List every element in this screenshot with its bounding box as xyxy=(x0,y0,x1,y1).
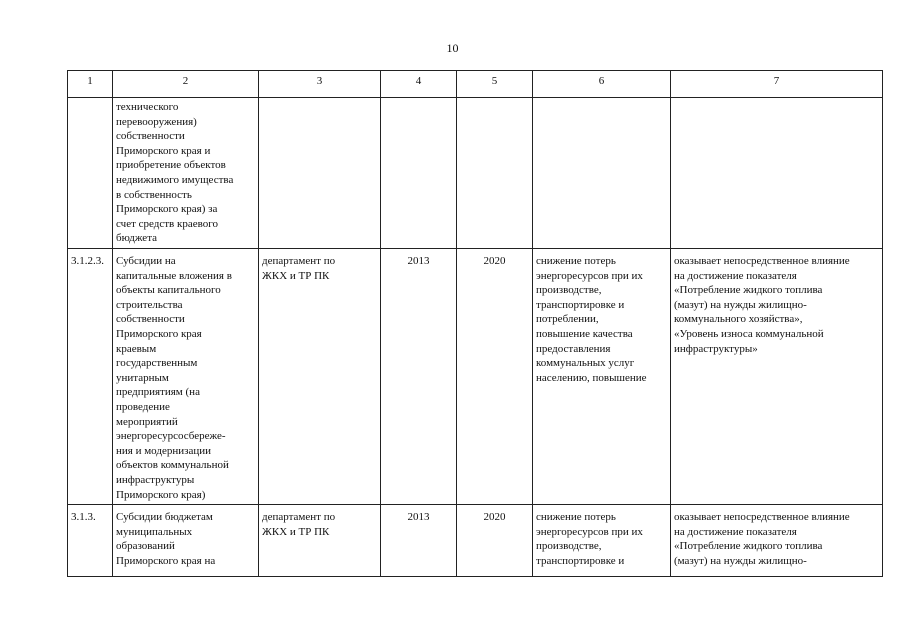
executor-cell xyxy=(259,98,381,249)
column-header-5: 5 xyxy=(457,71,533,98)
indicator-link-cell: оказывает непосредственное влияние на достижение показателя «Потребление жидкого топлива (мазут) на нужды жилищно- xyxy=(671,505,883,577)
start-year-cell: 2013 xyxy=(381,249,457,505)
column-header-4: 4 xyxy=(381,71,457,98)
table-row xyxy=(68,505,883,577)
indicator-link-cell xyxy=(671,98,883,249)
indicator-link-cell: оказывает непосредственное влияние на достижение показателя «Потребление жидкого топлива (мазут) на нужды жилищно- коммунального хозяйства», «Уровень износа коммунальной инфраструктуры» xyxy=(671,249,883,505)
end-year-cell: 2020 xyxy=(457,249,533,505)
measure-name-cell: технического перевооружения) собственности Приморского края и приобретение объектов недвижимого имущества в собственность Приморского края) за счет средств краевого бюджета xyxy=(113,98,259,249)
column-header-6: 6 xyxy=(533,71,671,98)
end-year-cell xyxy=(457,98,533,249)
measure-name-cell: Субсидии на капитальные вложения в объекты капитального строительства собственности Приморского края краевым государственным унитарным предприятиям (на проведение мероприятий энергоресурсосбереже- ния и модернизации объектов коммунальной инфраструктуры Приморского края) xyxy=(113,249,259,505)
start-year-cell xyxy=(381,98,457,249)
executor-cell: департамент по ЖКХ и ТР ПК xyxy=(259,249,381,505)
column-header-1: 1 xyxy=(68,71,113,98)
expected-result-cell: снижение потерь энергоресурсов при их производстве, транспортировке и xyxy=(533,505,671,577)
row-number-cell: 3.1.2.3. xyxy=(68,249,113,505)
table-row xyxy=(68,98,883,249)
table-header-row xyxy=(68,71,883,98)
executor-cell: департамент по ЖКХ и ТР ПК xyxy=(259,505,381,577)
program-measures-table xyxy=(67,70,883,577)
expected-result-cell xyxy=(533,98,671,249)
page-number: 10 xyxy=(446,41,459,55)
row-number-cell xyxy=(68,98,113,249)
table-row xyxy=(68,249,883,505)
column-header-7: 7 xyxy=(671,71,883,98)
row-number-cell: 3.1.3. xyxy=(68,505,113,577)
measure-name-cell: Субсидии бюджетам муниципальных образований Приморского края на xyxy=(113,505,259,577)
column-header-2: 2 xyxy=(113,71,259,98)
end-year-cell: 2020 xyxy=(457,505,533,577)
start-year-cell: 2013 xyxy=(381,505,457,577)
column-header-3: 3 xyxy=(259,71,381,98)
expected-result-cell: снижение потерь энергоресурсов при их производстве, транспортировке и потреблении, повышение качества предоставления коммунальных услуг населению, повышение xyxy=(533,249,671,505)
